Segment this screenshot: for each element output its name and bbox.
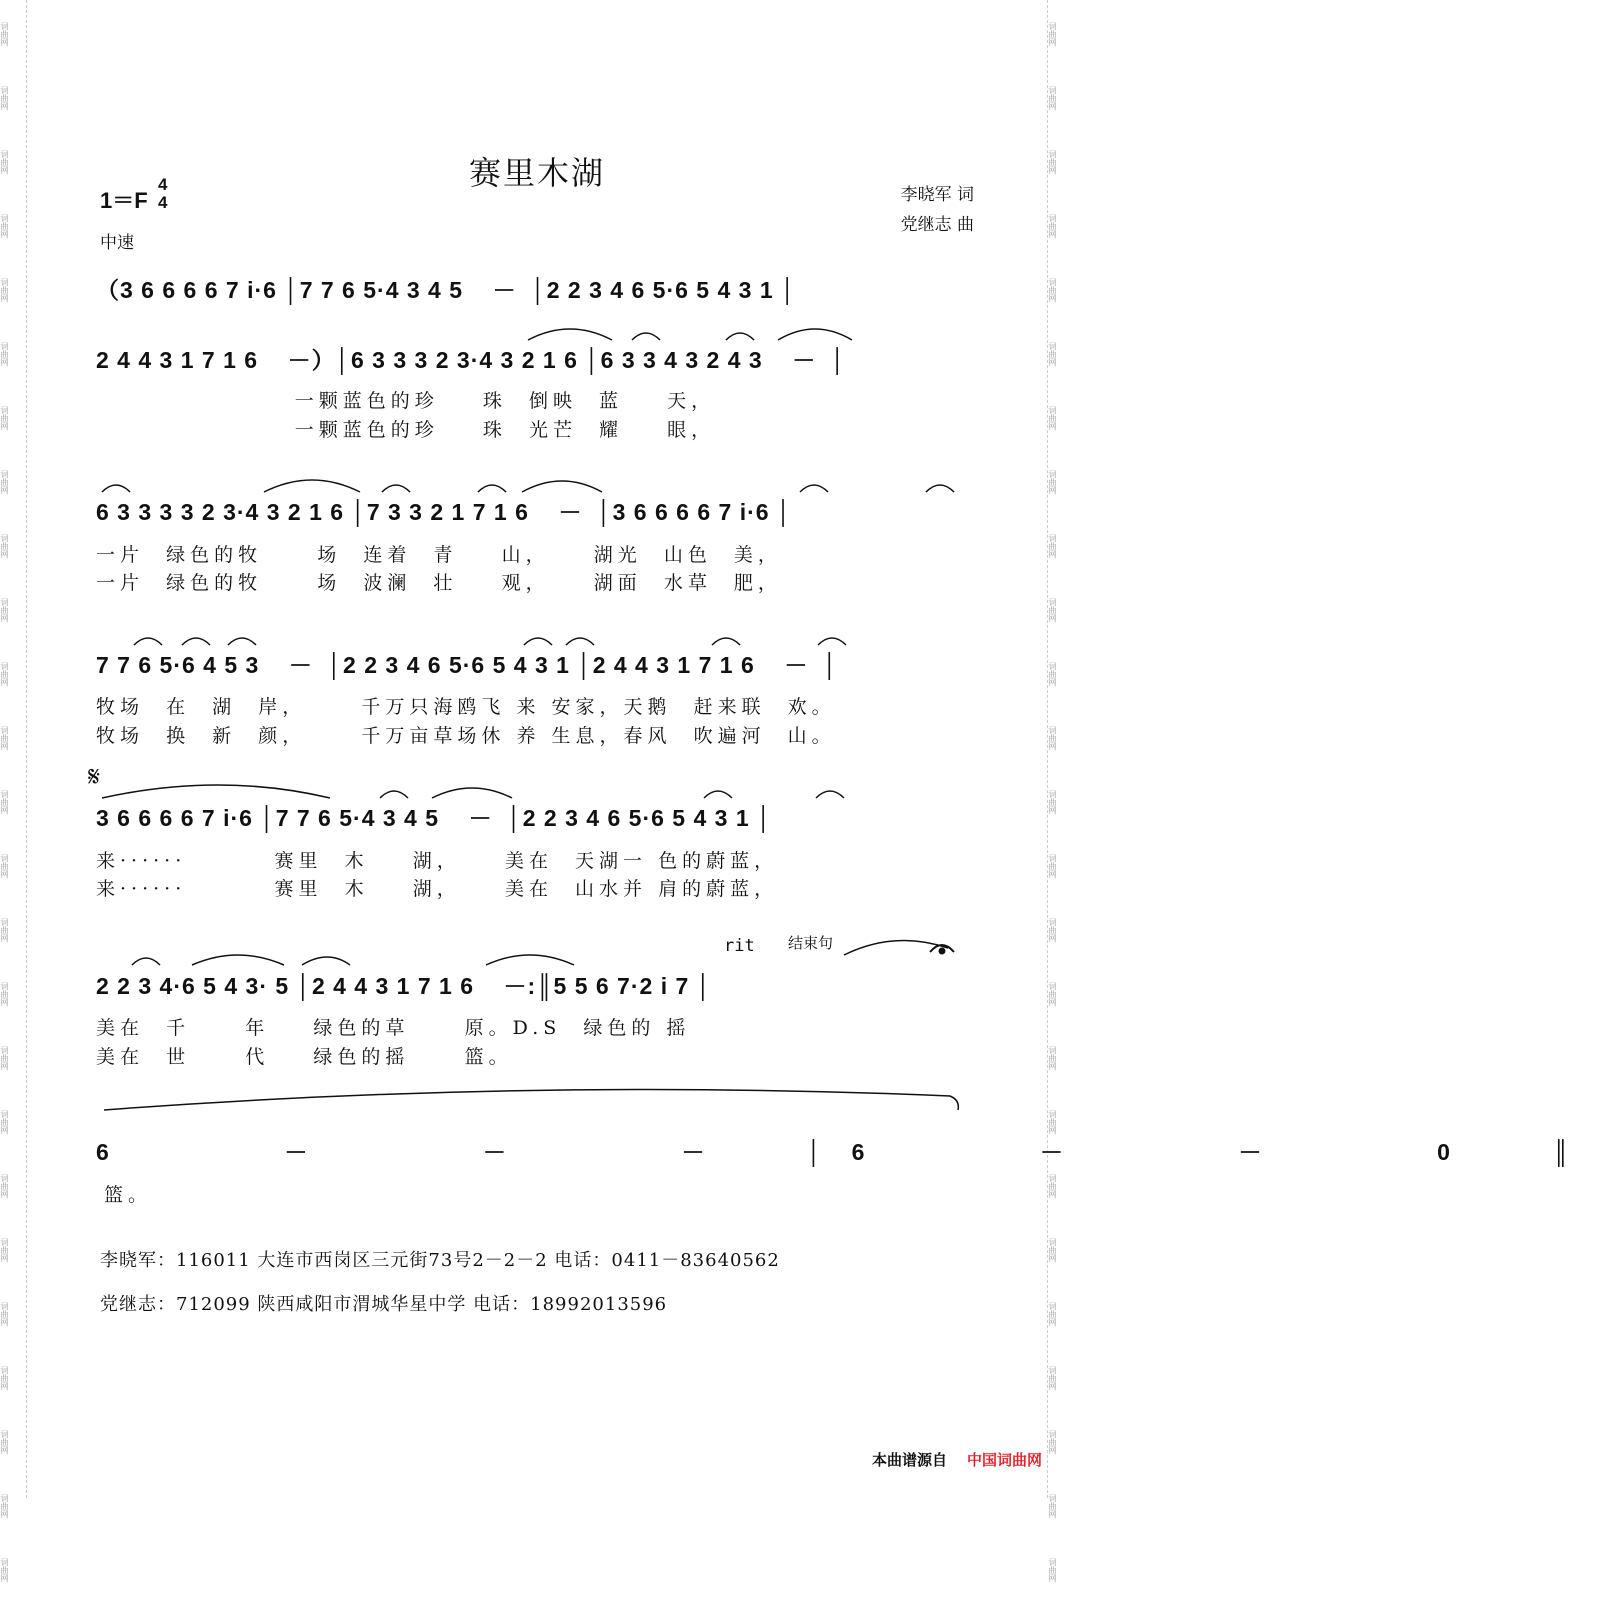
margin-watermark: 词曲网 xyxy=(1048,726,1057,750)
slur xyxy=(522,481,602,492)
lyric-row-7: 篮。 xyxy=(104,1184,153,1206)
left-watermark-strip xyxy=(0,0,27,1582)
margin-watermark: 词曲网 xyxy=(0,22,9,46)
composer-credit: 党继志 曲 xyxy=(900,215,974,235)
time-signature-top: 4 xyxy=(158,175,168,194)
slur xyxy=(524,638,552,645)
slur xyxy=(302,957,350,965)
margin-watermark: 词曲网 xyxy=(0,1558,9,1582)
margin-watermark: 词曲网 xyxy=(0,1366,9,1390)
margin-watermark: 词曲网 xyxy=(0,470,9,494)
margin-watermark: 词曲网 xyxy=(0,1110,9,1134)
margin-watermark: 词曲网 xyxy=(1048,982,1057,1006)
staff-row-5: 3 6 6 6 6 7 i·6 │7 7 6 5·4 3 4 5 － │2 2 3 4 6 5·6 5 4 3 1 │ xyxy=(96,805,773,831)
lyric-row-2-verse-1: 一颗蓝色的珍 珠 倒映 蓝 天， xyxy=(96,390,716,412)
slur xyxy=(380,791,408,798)
slur xyxy=(478,485,506,492)
margin-watermark: 词曲网 xyxy=(0,214,9,238)
margin-watermark: 词曲网 xyxy=(0,1238,9,1262)
margin-watermark: 词曲网 xyxy=(0,86,9,110)
margin-watermark: 词曲网 xyxy=(0,598,9,622)
margin-watermark: 词曲网 xyxy=(0,790,9,814)
slur xyxy=(102,485,130,492)
slur xyxy=(132,958,160,965)
song-title: 赛里木湖 xyxy=(468,154,605,192)
margin-watermark: 词曲网 xyxy=(0,982,9,1006)
footer-site-link[interactable]: 中国词曲网 xyxy=(966,1451,1042,1469)
margin-watermark: 词曲网 xyxy=(0,406,9,430)
key-signature: 1＝F xyxy=(100,188,148,213)
margin-watermark: 词曲网 xyxy=(1048,662,1057,686)
slur xyxy=(844,940,948,955)
staff-row-4: 7 7 6 5·6 4 5 3 － │2 2 3 4 6 5·6 5 4 3 1 │2 4 4 3 1 7 1 6 － │ xyxy=(96,652,839,678)
segno-sign: 𝄋 xyxy=(88,760,101,793)
lyric-row-3-verse-2: 一片 绿色的牧 场 波澜 壮 观， 湖面 水草 肥， xyxy=(96,572,782,594)
margin-watermark: 词曲网 xyxy=(1048,918,1057,942)
margin-watermark: 词曲网 xyxy=(0,534,9,558)
margin-watermark: 词曲网 xyxy=(0,1174,9,1198)
slur xyxy=(778,329,852,340)
footer-source-label: 本曲谱源自 xyxy=(871,1451,947,1469)
staff-row-6: 2 2 3 4·6 5 4 3· 5 │2 4 4 3 1 7 1 6 －:║5 5 6 7·2 i 7 │ xyxy=(96,973,713,999)
staff-row-3: 6 3 3 3 3 2 3·4 3 2 1 6 │7 3 3 2 1 7 1 6 － │3 6 6 6 6 7 i·6 │ xyxy=(96,499,793,525)
margin-watermark: 词曲网 xyxy=(0,1494,9,1518)
staff-row-2: 2 4 4 3 1 7 1 6 －）│6 3 3 3 2 3·4 3 2 1 6 │6 3 3 4 3 2 4 3 － │ xyxy=(96,347,847,373)
slur xyxy=(382,485,410,492)
time-signature xyxy=(158,176,167,212)
lyric-row-2-verse-2: 一颗蓝色的珍 珠 光芒 耀 眼， xyxy=(96,419,716,441)
slur xyxy=(228,638,256,645)
slur xyxy=(800,485,828,492)
margin-watermark: 词曲网 xyxy=(0,662,9,686)
tempo-marking: 中速 xyxy=(100,233,134,253)
ending-phrase-label: 结束句 xyxy=(788,934,834,952)
margin-watermark: 词曲网 xyxy=(1048,1302,1057,1326)
lyric-row-4-verse-1: 牧场 在 湖 岸， 千万只海鸥飞 来 安家，天鹅 赶来联 欢。 xyxy=(96,696,836,718)
margin-watermark: 词曲网 xyxy=(1048,854,1057,878)
right-watermark-strip xyxy=(1047,0,1074,1582)
slur xyxy=(192,955,284,965)
margin-watermark: 词曲网 xyxy=(0,1302,9,1326)
margin-watermark: 词曲网 xyxy=(0,278,9,302)
contact-lyricist: 李晓军：116011 大连市西岗区三元街73号2－2－2 电话：0411－83640562 xyxy=(100,1250,780,1271)
slur xyxy=(102,785,330,798)
slur xyxy=(182,638,210,645)
slur xyxy=(712,638,740,645)
slur xyxy=(134,638,162,645)
margin-watermark: 词曲网 xyxy=(1048,86,1057,110)
margin-watermark: 词曲网 xyxy=(1048,1558,1057,1582)
time-signature-bottom: 4 xyxy=(158,193,168,212)
slur xyxy=(528,329,612,340)
margin-watermark: 词曲网 xyxy=(1048,1238,1057,1262)
margin-watermark: 词曲网 xyxy=(0,854,9,878)
fermata xyxy=(930,945,954,952)
margin-watermark: 词曲网 xyxy=(1048,470,1057,494)
rit-marking: rit xyxy=(724,936,755,956)
margin-watermark: 词曲网 xyxy=(1048,1174,1057,1198)
lyric-row-6-verse-2: 美在 世 代 绿色的摇 篮。 xyxy=(96,1046,513,1068)
margin-watermark: 词曲网 xyxy=(0,1046,9,1070)
lyricist-credit: 李晓军 词 xyxy=(900,185,974,205)
slur xyxy=(486,955,574,965)
slur xyxy=(926,485,954,492)
margin-watermark: 词曲网 xyxy=(1048,1046,1057,1070)
slur xyxy=(432,788,512,798)
contact-composer: 党继志：712099 陕西咸阳市渭城华星中学 电话：18992013596 xyxy=(100,1294,668,1315)
slur xyxy=(704,791,732,798)
lyric-row-5-verse-2: 来······ 赛里 木 湖， 美在 山水并 肩的蔚蓝， xyxy=(96,878,779,900)
staff-row-1: （3 6 6 6 6 7 i·6 │7 7 6 5·4 3 4 5 － │2 2 3 4 6 5·6 5 4 3 1 │ xyxy=(96,277,797,303)
staff-row-7: 6 － － － │6 － － 0 ║ xyxy=(96,1139,1599,1165)
lyric-row-6-verse-1: 美在 千 年 绿色的草 原。D.S 绿色的 摇 xyxy=(96,1017,691,1039)
margin-watermark: 词曲网 xyxy=(1048,214,1057,238)
margin-watermark: 词曲网 xyxy=(1048,1430,1057,1454)
lyric-row-4-verse-2: 牧场 换 新 颜， 千万亩草场休 养 生息，春风 吹遍河 山。 xyxy=(96,725,836,747)
slur xyxy=(726,333,754,340)
slur xyxy=(816,791,844,798)
slur xyxy=(566,638,594,645)
fermata-dot xyxy=(940,949,945,954)
slur xyxy=(104,1090,958,1110)
margin-watermark: 词曲网 xyxy=(1048,1494,1057,1518)
margin-watermark: 词曲网 xyxy=(1048,790,1057,814)
lyric-row-3-verse-1: 一片 绿色的牧 场 连着 青 山， 湖光 山色 美， xyxy=(96,544,782,566)
slur xyxy=(818,638,846,645)
margin-watermark: 词曲网 xyxy=(1048,22,1057,46)
lyric-row-5-verse-1: 来······ 赛里 木 湖， 美在 天湖一 色的蔚蓝， xyxy=(96,850,779,872)
slur xyxy=(632,333,660,340)
source-footer xyxy=(872,1449,1042,1470)
margin-watermark: 词曲网 xyxy=(0,726,9,750)
margin-watermark: 词曲网 xyxy=(1048,1110,1057,1134)
margin-watermark: 词曲网 xyxy=(1048,534,1057,558)
slur xyxy=(264,480,360,492)
margin-watermark: 词曲网 xyxy=(1048,150,1057,174)
margin-watermark: 词曲网 xyxy=(1048,342,1057,366)
margin-watermark: 词曲网 xyxy=(0,150,9,174)
margin-watermark: 词曲网 xyxy=(0,918,9,942)
margin-watermark: 词曲网 xyxy=(0,1430,9,1454)
margin-watermark: 词曲网 xyxy=(1048,278,1057,302)
margin-watermark: 词曲网 xyxy=(1048,598,1057,622)
margin-watermark: 词曲网 xyxy=(1048,406,1057,430)
margin-watermark: 词曲网 xyxy=(1048,1366,1057,1390)
margin-watermark: 词曲网 xyxy=(0,342,9,366)
